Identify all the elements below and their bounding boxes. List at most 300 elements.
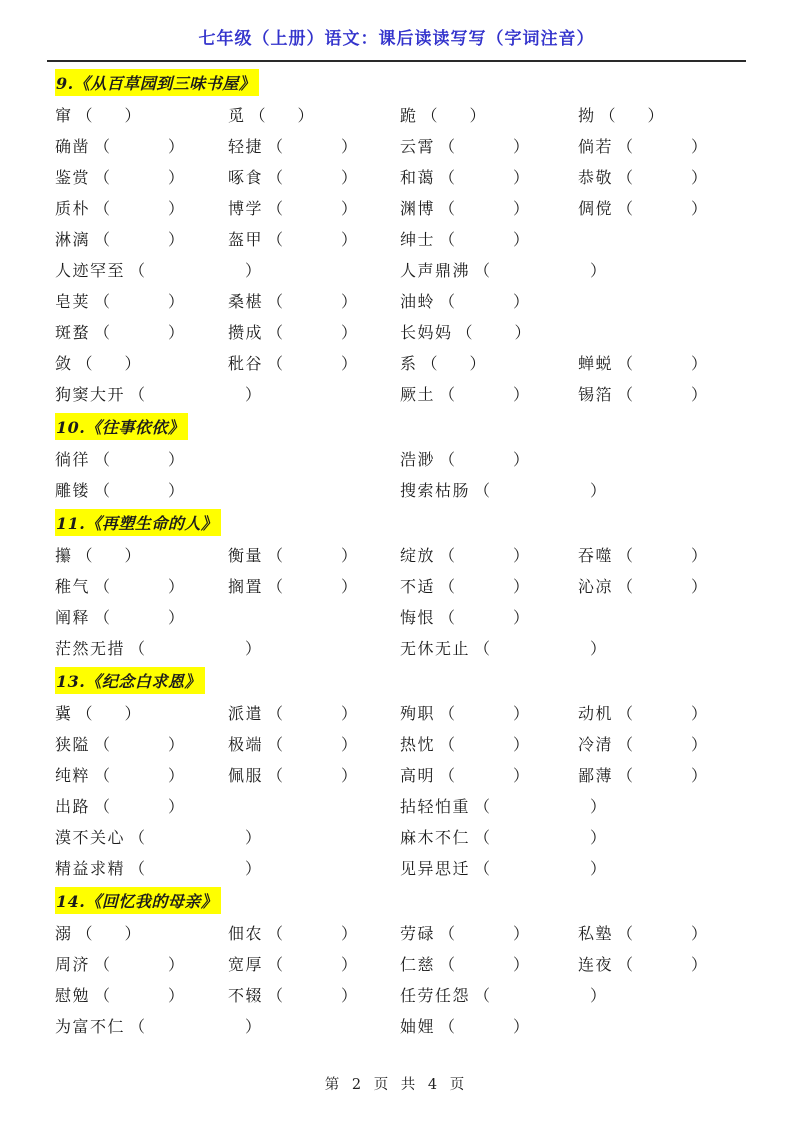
word-label: 漠不关心 xyxy=(55,828,126,847)
word-label: 倜傥 xyxy=(578,199,614,218)
pinyin-blank xyxy=(455,969,513,970)
word-label: 浩渺 xyxy=(400,450,436,469)
open-paren: （ xyxy=(94,766,111,785)
section-heading: 10.《往事依依》 xyxy=(55,413,188,440)
pinyin-blank xyxy=(490,811,590,812)
open-paren: （ xyxy=(439,735,456,754)
word-entry xyxy=(400,352,486,375)
pinyin-blank xyxy=(145,275,245,276)
word-label: 恭敬 xyxy=(578,168,614,187)
open-paren: （ xyxy=(267,354,284,373)
pinyin-blank xyxy=(455,399,513,400)
section-heading-row xyxy=(55,410,768,444)
word-entry xyxy=(400,733,529,756)
close-paren: ） xyxy=(168,481,185,500)
word-entry xyxy=(400,606,529,629)
word-label: 任劳任怨 xyxy=(400,986,471,1005)
close-paren: ） xyxy=(124,704,141,723)
word-entry xyxy=(228,764,357,787)
word-entry xyxy=(578,135,707,158)
open-paren: （ xyxy=(439,704,456,723)
word-entry xyxy=(228,290,357,313)
word-entry xyxy=(55,166,184,189)
word-label: 稚气 xyxy=(55,577,91,596)
word-label: 为富不仁 xyxy=(55,1017,126,1036)
open-paren: （ xyxy=(76,546,93,565)
word-entry xyxy=(400,448,529,471)
pinyin-blank xyxy=(145,653,245,654)
pinyin-blank xyxy=(438,120,470,121)
word-row xyxy=(55,255,768,286)
pinyin-blank xyxy=(283,780,341,781)
open-paren: （ xyxy=(617,385,634,404)
open-paren: （ xyxy=(267,577,284,596)
word-row xyxy=(55,444,768,475)
word-entry xyxy=(55,352,141,375)
open-paren: （ xyxy=(439,292,456,311)
pinyin-blank xyxy=(283,182,341,183)
word-entry xyxy=(578,352,707,375)
pinyin-blank xyxy=(633,938,691,939)
close-paren: ） xyxy=(691,766,708,785)
pinyin-blank xyxy=(490,1000,590,1001)
word-entry xyxy=(400,795,606,818)
pinyin-blank xyxy=(93,560,125,561)
word-label: 佃农 xyxy=(228,924,264,943)
word-row xyxy=(55,193,768,224)
pinyin-blank xyxy=(93,368,125,369)
pinyin-blank xyxy=(145,399,245,400)
close-paren: ） xyxy=(168,450,185,469)
word-entry xyxy=(400,857,606,880)
open-paren: （ xyxy=(439,577,456,596)
section-heading: 13.《纪念白求恩》 xyxy=(55,667,205,694)
close-paren: ） xyxy=(341,986,358,1005)
word-entry xyxy=(400,259,606,282)
word-entry xyxy=(400,135,529,158)
word-row xyxy=(55,633,768,664)
word-label: 拈轻怕重 xyxy=(400,797,471,816)
open-paren: （ xyxy=(129,828,146,847)
close-paren: ） xyxy=(513,137,530,156)
word-row xyxy=(55,348,768,379)
close-paren: ） xyxy=(469,354,486,373)
word-entry xyxy=(578,953,707,976)
word-label: 衡量 xyxy=(228,546,264,565)
word-row xyxy=(55,317,768,348)
word-row xyxy=(55,379,768,410)
open-paren: （ xyxy=(94,323,111,342)
word-entry xyxy=(578,922,707,945)
pinyin-blank xyxy=(490,275,590,276)
close-paren: ） xyxy=(513,385,530,404)
open-paren: （ xyxy=(129,385,146,404)
word-entry xyxy=(400,826,606,849)
word-label: 渊博 xyxy=(400,199,436,218)
open-paren: （ xyxy=(474,261,491,280)
word-label: 云霄 xyxy=(400,137,436,156)
word-label: 狗窦大开 xyxy=(55,385,126,404)
pinyin-blank xyxy=(455,622,513,623)
word-label: 纯粹 xyxy=(55,766,91,785)
pinyin-blank xyxy=(93,938,125,939)
word-label: 和蔼 xyxy=(400,168,436,187)
word-entry xyxy=(228,575,357,598)
close-paren: ） xyxy=(168,608,185,627)
close-paren: ） xyxy=(590,986,607,1005)
word-label: 热忱 xyxy=(400,735,436,754)
open-paren: （ xyxy=(617,354,634,373)
word-label: 派遣 xyxy=(228,704,264,723)
word-label: 鄙薄 xyxy=(578,766,614,785)
close-paren: ） xyxy=(691,577,708,596)
close-paren: ） xyxy=(513,450,530,469)
open-paren: （ xyxy=(617,199,634,218)
word-row xyxy=(55,100,768,131)
worksheet-content xyxy=(55,66,768,1042)
pinyin-blank xyxy=(490,842,590,843)
close-paren: ） xyxy=(168,199,185,218)
open-paren: （ xyxy=(617,924,634,943)
close-paren: ） xyxy=(245,385,262,404)
word-label: 倘若 xyxy=(578,137,614,156)
word-label: 啄食 xyxy=(228,168,264,187)
word-row xyxy=(55,286,768,317)
word-entry xyxy=(55,479,184,502)
close-paren: ） xyxy=(168,292,185,311)
pinyin-blank xyxy=(283,1000,341,1001)
open-paren: （ xyxy=(617,546,634,565)
open-paren: （ xyxy=(249,106,266,125)
section-heading-row xyxy=(55,66,768,100)
close-paren: ） xyxy=(341,292,358,311)
open-paren: （ xyxy=(599,106,616,125)
open-paren: （ xyxy=(439,450,456,469)
word-entry xyxy=(578,383,707,406)
pinyin-blank xyxy=(283,337,341,338)
open-paren: （ xyxy=(94,292,111,311)
word-label: 斑蝥 xyxy=(55,323,91,342)
close-paren: ） xyxy=(341,546,358,565)
word-entry xyxy=(228,352,357,375)
close-paren: ） xyxy=(513,292,530,311)
pinyin-blank xyxy=(455,718,513,719)
word-entry xyxy=(228,197,357,220)
pinyin-blank xyxy=(110,622,168,623)
word-entry xyxy=(55,1015,261,1038)
word-label: 不适 xyxy=(400,577,436,596)
word-entry xyxy=(55,953,184,976)
open-paren: （ xyxy=(617,168,634,187)
word-label: 蝉蜕 xyxy=(578,354,614,373)
pinyin-blank xyxy=(145,842,245,843)
word-row xyxy=(55,918,768,949)
open-paren: （ xyxy=(94,199,111,218)
pinyin-blank xyxy=(633,718,691,719)
open-paren: （ xyxy=(267,766,284,785)
open-paren: （ xyxy=(617,955,634,974)
word-entry xyxy=(55,733,184,756)
close-paren: ） xyxy=(513,735,530,754)
word-label: 拗 xyxy=(578,106,596,125)
section-heading-row xyxy=(55,884,768,918)
word-label: 殉职 xyxy=(400,704,436,723)
word-label: 锡箔 xyxy=(578,385,614,404)
close-paren: ） xyxy=(513,955,530,974)
word-row xyxy=(55,698,768,729)
word-label: 仁慈 xyxy=(400,955,436,974)
open-paren: （ xyxy=(617,137,634,156)
pinyin-blank xyxy=(455,749,513,750)
word-entry xyxy=(55,104,141,127)
section-heading: 14.《回忆我的母亲》 xyxy=(55,887,221,914)
word-entry xyxy=(228,135,357,158)
word-entry xyxy=(55,637,261,660)
word-label: 茫然无措 xyxy=(55,639,126,658)
word-entry xyxy=(400,197,529,220)
word-label: 人声鼎沸 xyxy=(400,261,471,280)
word-row xyxy=(55,729,768,760)
pinyin-blank xyxy=(283,244,341,245)
close-paren: ） xyxy=(691,924,708,943)
open-paren: （ xyxy=(267,546,284,565)
word-label: 攒成 xyxy=(228,323,264,342)
word-label: 阐释 xyxy=(55,608,91,627)
open-paren: （ xyxy=(76,924,93,943)
word-entry xyxy=(55,544,141,567)
word-row xyxy=(55,602,768,633)
close-paren: ） xyxy=(590,639,607,658)
close-paren: ） xyxy=(514,323,531,342)
pinyin-blank xyxy=(633,749,691,750)
pinyin-blank xyxy=(110,182,168,183)
close-paren: ） xyxy=(513,608,530,627)
word-label: 徜徉 xyxy=(55,450,91,469)
pinyin-blank xyxy=(110,969,168,970)
pinyin-blank xyxy=(633,560,691,561)
word-entry xyxy=(55,764,184,787)
word-label: 冀 xyxy=(55,704,73,723)
pinyin-blank xyxy=(283,306,341,307)
open-paren: （ xyxy=(474,639,491,658)
open-paren: （ xyxy=(439,385,456,404)
close-paren: ） xyxy=(168,735,185,754)
word-label: 溺 xyxy=(55,924,73,943)
pinyin-blank xyxy=(455,591,513,592)
open-paren: （ xyxy=(439,230,456,249)
word-entry xyxy=(228,104,314,127)
word-entry xyxy=(400,321,531,344)
word-label: 妯娌 xyxy=(400,1017,436,1036)
pinyin-blank xyxy=(455,151,513,152)
word-label: 敛 xyxy=(55,354,73,373)
word-label: 窜 xyxy=(55,106,73,125)
pinyin-blank xyxy=(455,306,513,307)
pinyin-blank xyxy=(110,591,168,592)
open-paren: （ xyxy=(439,546,456,565)
word-label: 出路 xyxy=(55,797,91,816)
open-paren: （ xyxy=(94,481,111,500)
pinyin-blank xyxy=(633,780,691,781)
open-paren: （ xyxy=(267,735,284,754)
close-paren: ） xyxy=(341,735,358,754)
pinyin-blank xyxy=(455,244,513,245)
word-entry xyxy=(55,606,184,629)
pinyin-blank xyxy=(490,873,590,874)
word-entry xyxy=(400,166,529,189)
word-entry xyxy=(55,826,261,849)
open-paren: （ xyxy=(267,199,284,218)
pinyin-blank xyxy=(633,969,691,970)
word-entry xyxy=(578,764,707,787)
word-entry xyxy=(55,448,184,471)
word-label: 博学 xyxy=(228,199,264,218)
open-paren: （ xyxy=(129,1017,146,1036)
word-row xyxy=(55,131,768,162)
close-paren: ） xyxy=(691,955,708,974)
word-row xyxy=(55,760,768,791)
open-paren: （ xyxy=(94,450,111,469)
pinyin-blank xyxy=(93,120,125,121)
pinyin-blank xyxy=(633,151,691,152)
word-row xyxy=(55,1011,768,1042)
close-paren: ） xyxy=(245,639,262,658)
pinyin-blank xyxy=(145,873,245,874)
word-row xyxy=(55,571,768,602)
close-paren: ） xyxy=(168,766,185,785)
close-paren: ） xyxy=(590,797,607,816)
pinyin-blank xyxy=(283,938,341,939)
word-row xyxy=(55,949,768,980)
pinyin-blank xyxy=(633,399,691,400)
close-paren: ） xyxy=(168,230,185,249)
word-entry xyxy=(55,383,261,406)
close-paren: ） xyxy=(691,199,708,218)
word-entry xyxy=(228,702,357,725)
pinyin-blank xyxy=(455,213,513,214)
pinyin-blank xyxy=(266,120,298,121)
pinyin-blank xyxy=(110,213,168,214)
word-entry xyxy=(55,290,184,313)
word-label: 佩服 xyxy=(228,766,264,785)
open-paren: （ xyxy=(617,766,634,785)
pinyin-blank xyxy=(110,811,168,812)
word-entry xyxy=(228,166,357,189)
word-entry xyxy=(578,104,664,127)
word-entry xyxy=(400,984,606,1007)
open-paren: （ xyxy=(439,199,456,218)
close-paren: ） xyxy=(341,199,358,218)
pinyin-blank xyxy=(110,495,168,496)
open-paren: （ xyxy=(76,704,93,723)
close-paren: ） xyxy=(341,354,358,373)
open-paren: （ xyxy=(76,106,93,125)
open-paren: （ xyxy=(474,859,491,878)
close-paren: ） xyxy=(341,924,358,943)
open-paren: （ xyxy=(617,735,634,754)
open-paren: （ xyxy=(267,924,284,943)
word-label: 轻捷 xyxy=(228,137,264,156)
open-paren: （ xyxy=(94,797,111,816)
close-paren: ） xyxy=(245,859,262,878)
open-paren: （ xyxy=(94,577,111,596)
close-paren: ） xyxy=(590,828,607,847)
word-label: 狭隘 xyxy=(55,735,91,754)
section-heading-row xyxy=(55,664,768,698)
pinyin-blank xyxy=(283,213,341,214)
close-paren: ） xyxy=(168,168,185,187)
word-entry xyxy=(228,922,357,945)
open-paren: （ xyxy=(617,577,634,596)
close-paren: ） xyxy=(341,955,358,974)
pinyin-blank xyxy=(110,244,168,245)
word-label: 厥土 xyxy=(400,385,436,404)
open-paren: （ xyxy=(267,323,284,342)
close-paren: ） xyxy=(691,546,708,565)
pinyin-blank xyxy=(616,120,648,121)
pinyin-blank xyxy=(110,1000,168,1001)
close-paren: ） xyxy=(513,1017,530,1036)
word-row xyxy=(55,853,768,884)
word-label: 见异思迁 xyxy=(400,859,471,878)
word-label: 绽放 xyxy=(400,546,436,565)
open-paren: （ xyxy=(474,481,491,500)
word-entry xyxy=(228,984,357,1007)
section-heading: 9.《从百草园到三味书屋》 xyxy=(55,69,259,96)
word-label: 动机 xyxy=(578,704,614,723)
close-paren: ） xyxy=(168,323,185,342)
word-entry xyxy=(55,857,261,880)
close-paren: ） xyxy=(590,261,607,280)
word-label: 冷清 xyxy=(578,735,614,754)
close-paren: ） xyxy=(513,230,530,249)
word-entry xyxy=(228,544,357,567)
word-label: 雕镂 xyxy=(55,481,91,500)
word-entry xyxy=(55,984,184,1007)
word-label: 连夜 xyxy=(578,955,614,974)
word-label: 人迹罕至 xyxy=(55,261,126,280)
word-label: 质朴 xyxy=(55,199,91,218)
close-paren: ） xyxy=(513,924,530,943)
close-paren: ） xyxy=(124,924,141,943)
close-paren: ） xyxy=(124,546,141,565)
pinyin-blank xyxy=(455,182,513,183)
header-divider xyxy=(47,60,746,62)
pinyin-blank xyxy=(283,749,341,750)
pinyin-blank xyxy=(633,213,691,214)
close-paren: ） xyxy=(691,168,708,187)
word-entry xyxy=(400,479,606,502)
word-entry xyxy=(400,544,529,567)
open-paren: （ xyxy=(439,168,456,187)
word-entry xyxy=(400,922,529,945)
close-paren: ） xyxy=(513,546,530,565)
close-paren: ） xyxy=(168,986,185,1005)
word-entry xyxy=(578,197,707,220)
pinyin-blank xyxy=(110,151,168,152)
pinyin-blank xyxy=(633,182,691,183)
pinyin-blank xyxy=(145,1031,245,1032)
open-paren: （ xyxy=(439,1017,456,1036)
word-entry xyxy=(578,575,707,598)
word-row xyxy=(55,162,768,193)
word-entry xyxy=(400,104,486,127)
word-row xyxy=(55,475,768,506)
word-entry xyxy=(578,733,707,756)
word-row xyxy=(55,791,768,822)
word-label: 无休无止 xyxy=(400,639,471,658)
word-entry xyxy=(578,544,707,567)
